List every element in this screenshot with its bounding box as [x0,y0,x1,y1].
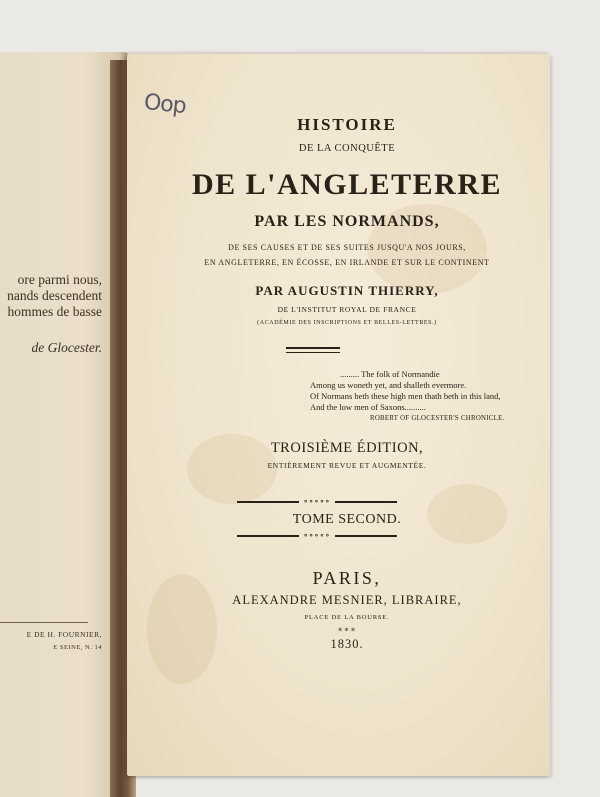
facing-page-imprint-2: E SEINE, N. 14 [53,644,102,651]
subtitle-line-2: EN ANGLETERRE, EN ÉCOSSE, EN IRLANDE ET SUR LE CONTINENT [204,258,490,267]
title-histoire: HISTOIRE [297,115,397,134]
title-rule [286,347,340,353]
subtitle-line-1: DE SES CAUSES ET DE SES SUITES JUSQU'A NOS JOURS, [228,243,466,252]
author-affiliation: DE L'INSTITUT ROYAL DE FRANCE [277,305,417,314]
epigraph-line-3: Of Normans beth these high men thath beth in this land, [310,391,501,401]
tome: TOME SECOND. [292,512,402,527]
ornament-rule-top: ∘∘∘∘∘ [237,498,397,506]
epigraph-source: ROBERT OF GLOCESTER'S CHRONICLE. [370,415,505,422]
epigraph-line-4: And the low men of Saxons.......... [310,402,426,412]
facing-page-line-2: nands descendent [7,288,102,303]
city: PARIS, [312,568,382,588]
facing-page-line-1: ore parmi nous, [17,272,102,287]
pencil-annotation: Oop [142,89,187,120]
author-line: PAR AUGUSTIN THIERRY, [255,283,439,298]
ornament-rule-bottom: ∘∘∘∘∘ [237,532,397,540]
publisher-address: PLACE DE LA BOURSE. [304,614,390,621]
facing-page-rule [0,622,88,623]
title-par-les-normands: PAR LES NORMANDS, [254,213,440,230]
epigraph-line-2: Among us woneth yet, and shalleth evermore. [310,380,467,390]
facing-page-imprint-1: E DE H. FOURNIER, [26,630,102,639]
title-main: DE L'ANGLETERRE [191,168,503,201]
author-affiliation-sub: (ACADÉMIE DES INSCRIPTIONS ET BELLES-LETTRES.) [257,320,437,326]
title-de-la-conquete: DE LA CONQUÊTE [298,143,396,154]
facing-page-line-4: de Glocester. [31,340,102,355]
address-mark: ∗∗∗ [337,625,357,634]
facing-page-line-3: hommes de basse [7,304,102,319]
publisher: ALEXANDRE MESNIER, LIBRAIRE, [232,593,462,607]
edition: TROISIÈME ÉDITION, [270,440,424,456]
epigraph-line-1: ......... The folk of Normandie [340,369,440,379]
publication-year: 1830. [330,637,364,651]
edition-sub: ENTIÈREMENT REVUE ET AUGMENTÉE. [267,461,427,470]
